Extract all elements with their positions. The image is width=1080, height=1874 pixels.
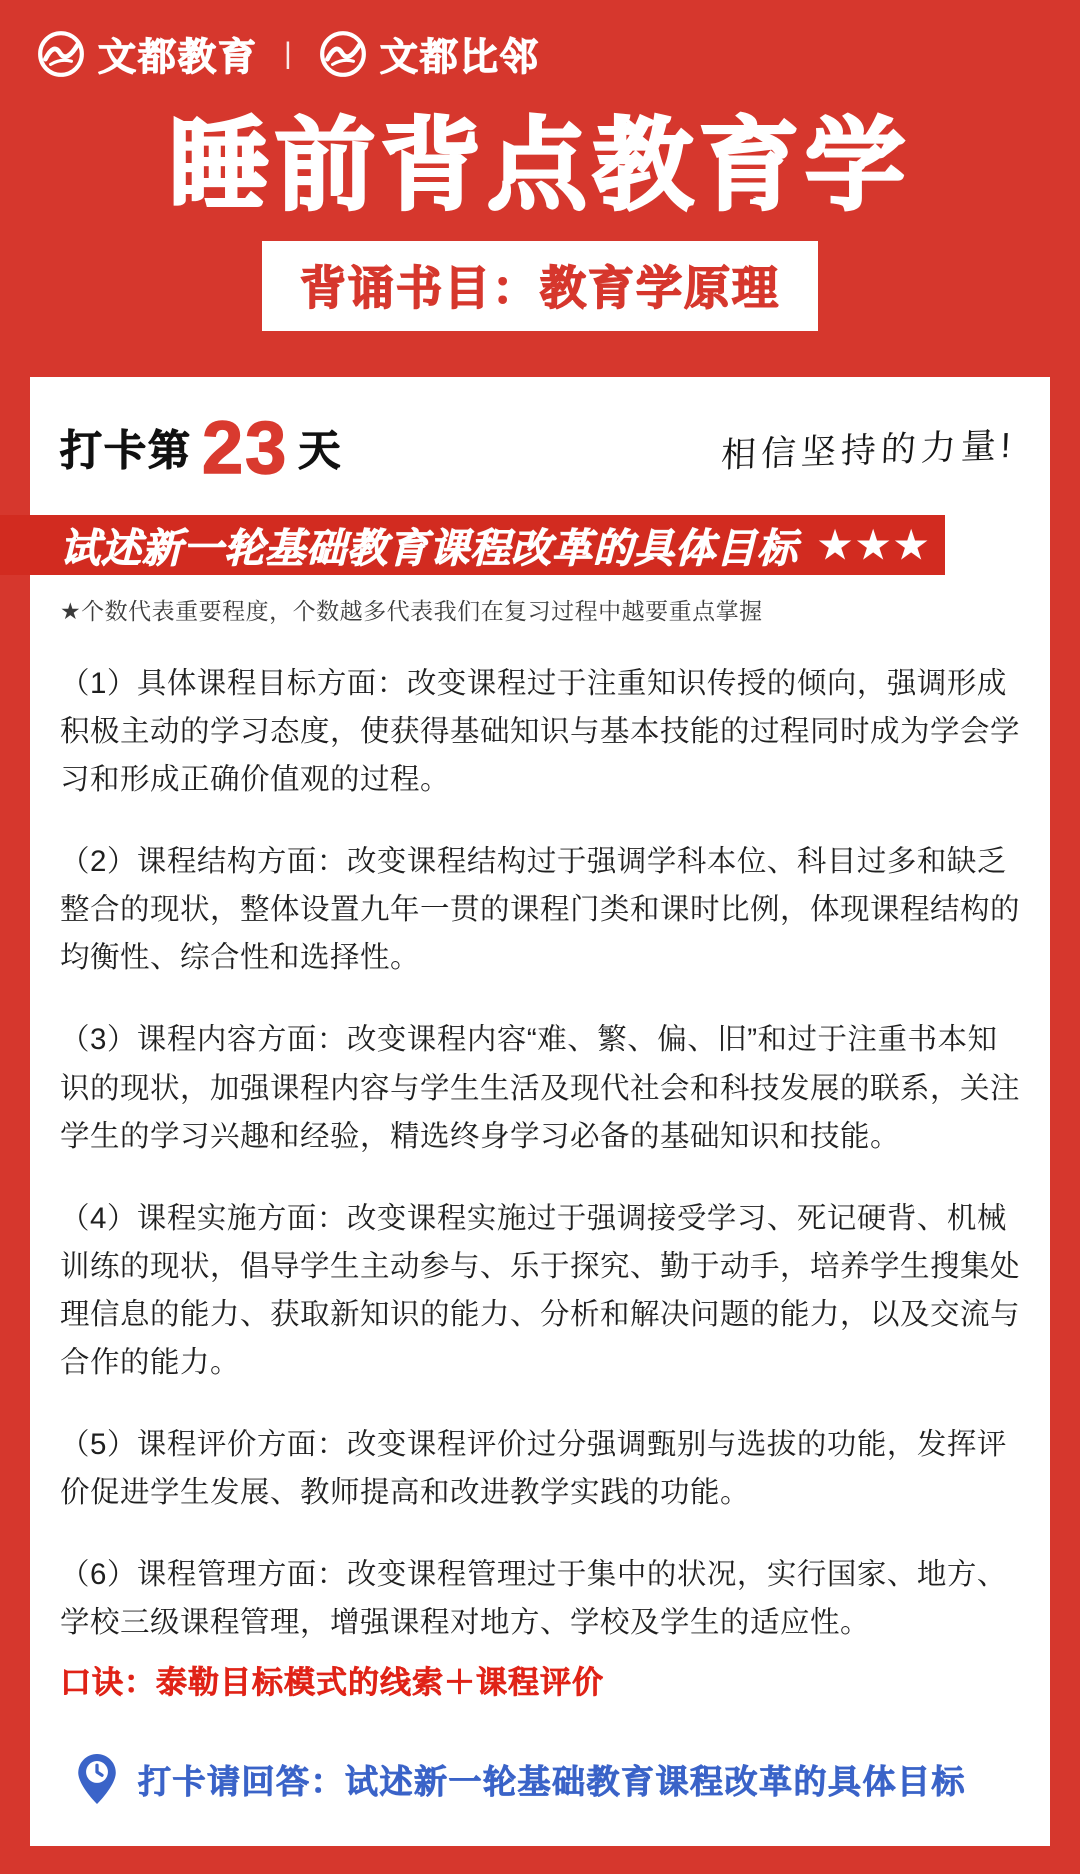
answer-paragraph-4: （4）课程实施方面：改变课程实施过于强调接受学习、死记硬背、机械训练的现状，倡导学生主动参与、乐于探究、勤于动手，培养学生搜集处理信息的能力、获取新知识的能力、分析和解决问题的能力，以及交流与合作的能力。	[60, 1201, 1021, 1379]
content-card	[30, 377, 1050, 1846]
badge-wrap	[0, 241, 1080, 331]
checkin-pin-clock-icon	[78, 1754, 116, 1804]
answer-paragraph-1: （1）具体课程目标方面：改变课程过于注重知识传授的倾向，强调形成积极主动的学习态度，使获得基础知识与基本技能的过程同时成为学会学习和形成正确价值观的过程。	[60, 667, 1021, 797]
checkin-day-number: 23	[202, 406, 289, 489]
brand-wendu-bilin-label: 文都比邻	[379, 37, 540, 79]
footer-label: 打卡请回答：	[138, 1762, 345, 1800]
answer-paragraph-5: （5）课程评价方面：改变课程评价过分强调甄别与选拔的功能，发挥评价促进学生发展、教师提高和改进教学实践的功能。	[60, 1428, 1007, 1510]
mnemonic-line	[60, 1657, 1020, 1702]
footer-question-text: 试述新一轮基础教育课程改革的具体目标	[345, 1762, 966, 1800]
page-title: 睡前背点教育学	[169, 110, 911, 222]
answer-paragraph-2: （2）课程结构方面：改变课程结构过于强调学科本位、科目过多和缺乏整合的现状，整体设置九年一贯的课程门类和课时比例，体现课程结构的均衡性、综合性和选择性。	[60, 845, 1021, 975]
star-note: ★个数代表重要程度，个数越多代表我们在复习过程中越要重点掌握	[60, 598, 763, 624]
question-text: 试述新一轮基础教育课程改革的具体目标	[60, 526, 798, 571]
importance-stars: ★★★	[818, 524, 933, 567]
checkin-prefix: 打卡第	[60, 427, 193, 474]
footer-question	[138, 1756, 966, 1803]
checkin-suffix: 天	[298, 427, 343, 474]
brand-wendu-education-label: 文都教育	[98, 37, 259, 79]
recite-book-badge: 背诵书目：教育学原理	[262, 241, 818, 331]
brand-header	[0, 0, 1080, 81]
brand-wendu-education	[36, 26, 258, 81]
wendu-bilin-logo-icon	[318, 29, 368, 79]
question-banner	[0, 515, 945, 575]
brand-divider: |	[284, 36, 292, 70]
answer-paragraph-3: （3）课程内容方面：改变课程内容“难、繁、偏、旧”和过于注重书本知识的现状，加强课程内容与学生生活及现代社会和科技发展的联系，关注学生的学习兴趣和经验，精选终身学习必备的基础知识和技能。	[60, 1023, 1021, 1153]
motto-handwriting: 相信坚持的力量!	[720, 425, 1017, 476]
checkin-row	[60, 401, 1020, 489]
checkin-footer	[60, 1754, 1020, 1804]
brand-wendu-bilin	[318, 26, 540, 81]
checkin-day-counter	[60, 406, 343, 489]
mnemonic-text: 泰勒目标模式的线索＋课程评价	[156, 1665, 604, 1701]
answer-paragraph-6: （6）课程管理方面：改变课程管理过于集中的状况，实行国家、地方、学校三级课程管理，增强课程对地方、学校及学生的适应性。	[60, 1558, 1007, 1640]
mnemonic-label: 口诀：	[60, 1665, 156, 1701]
wendu-logo-icon	[36, 29, 86, 79]
